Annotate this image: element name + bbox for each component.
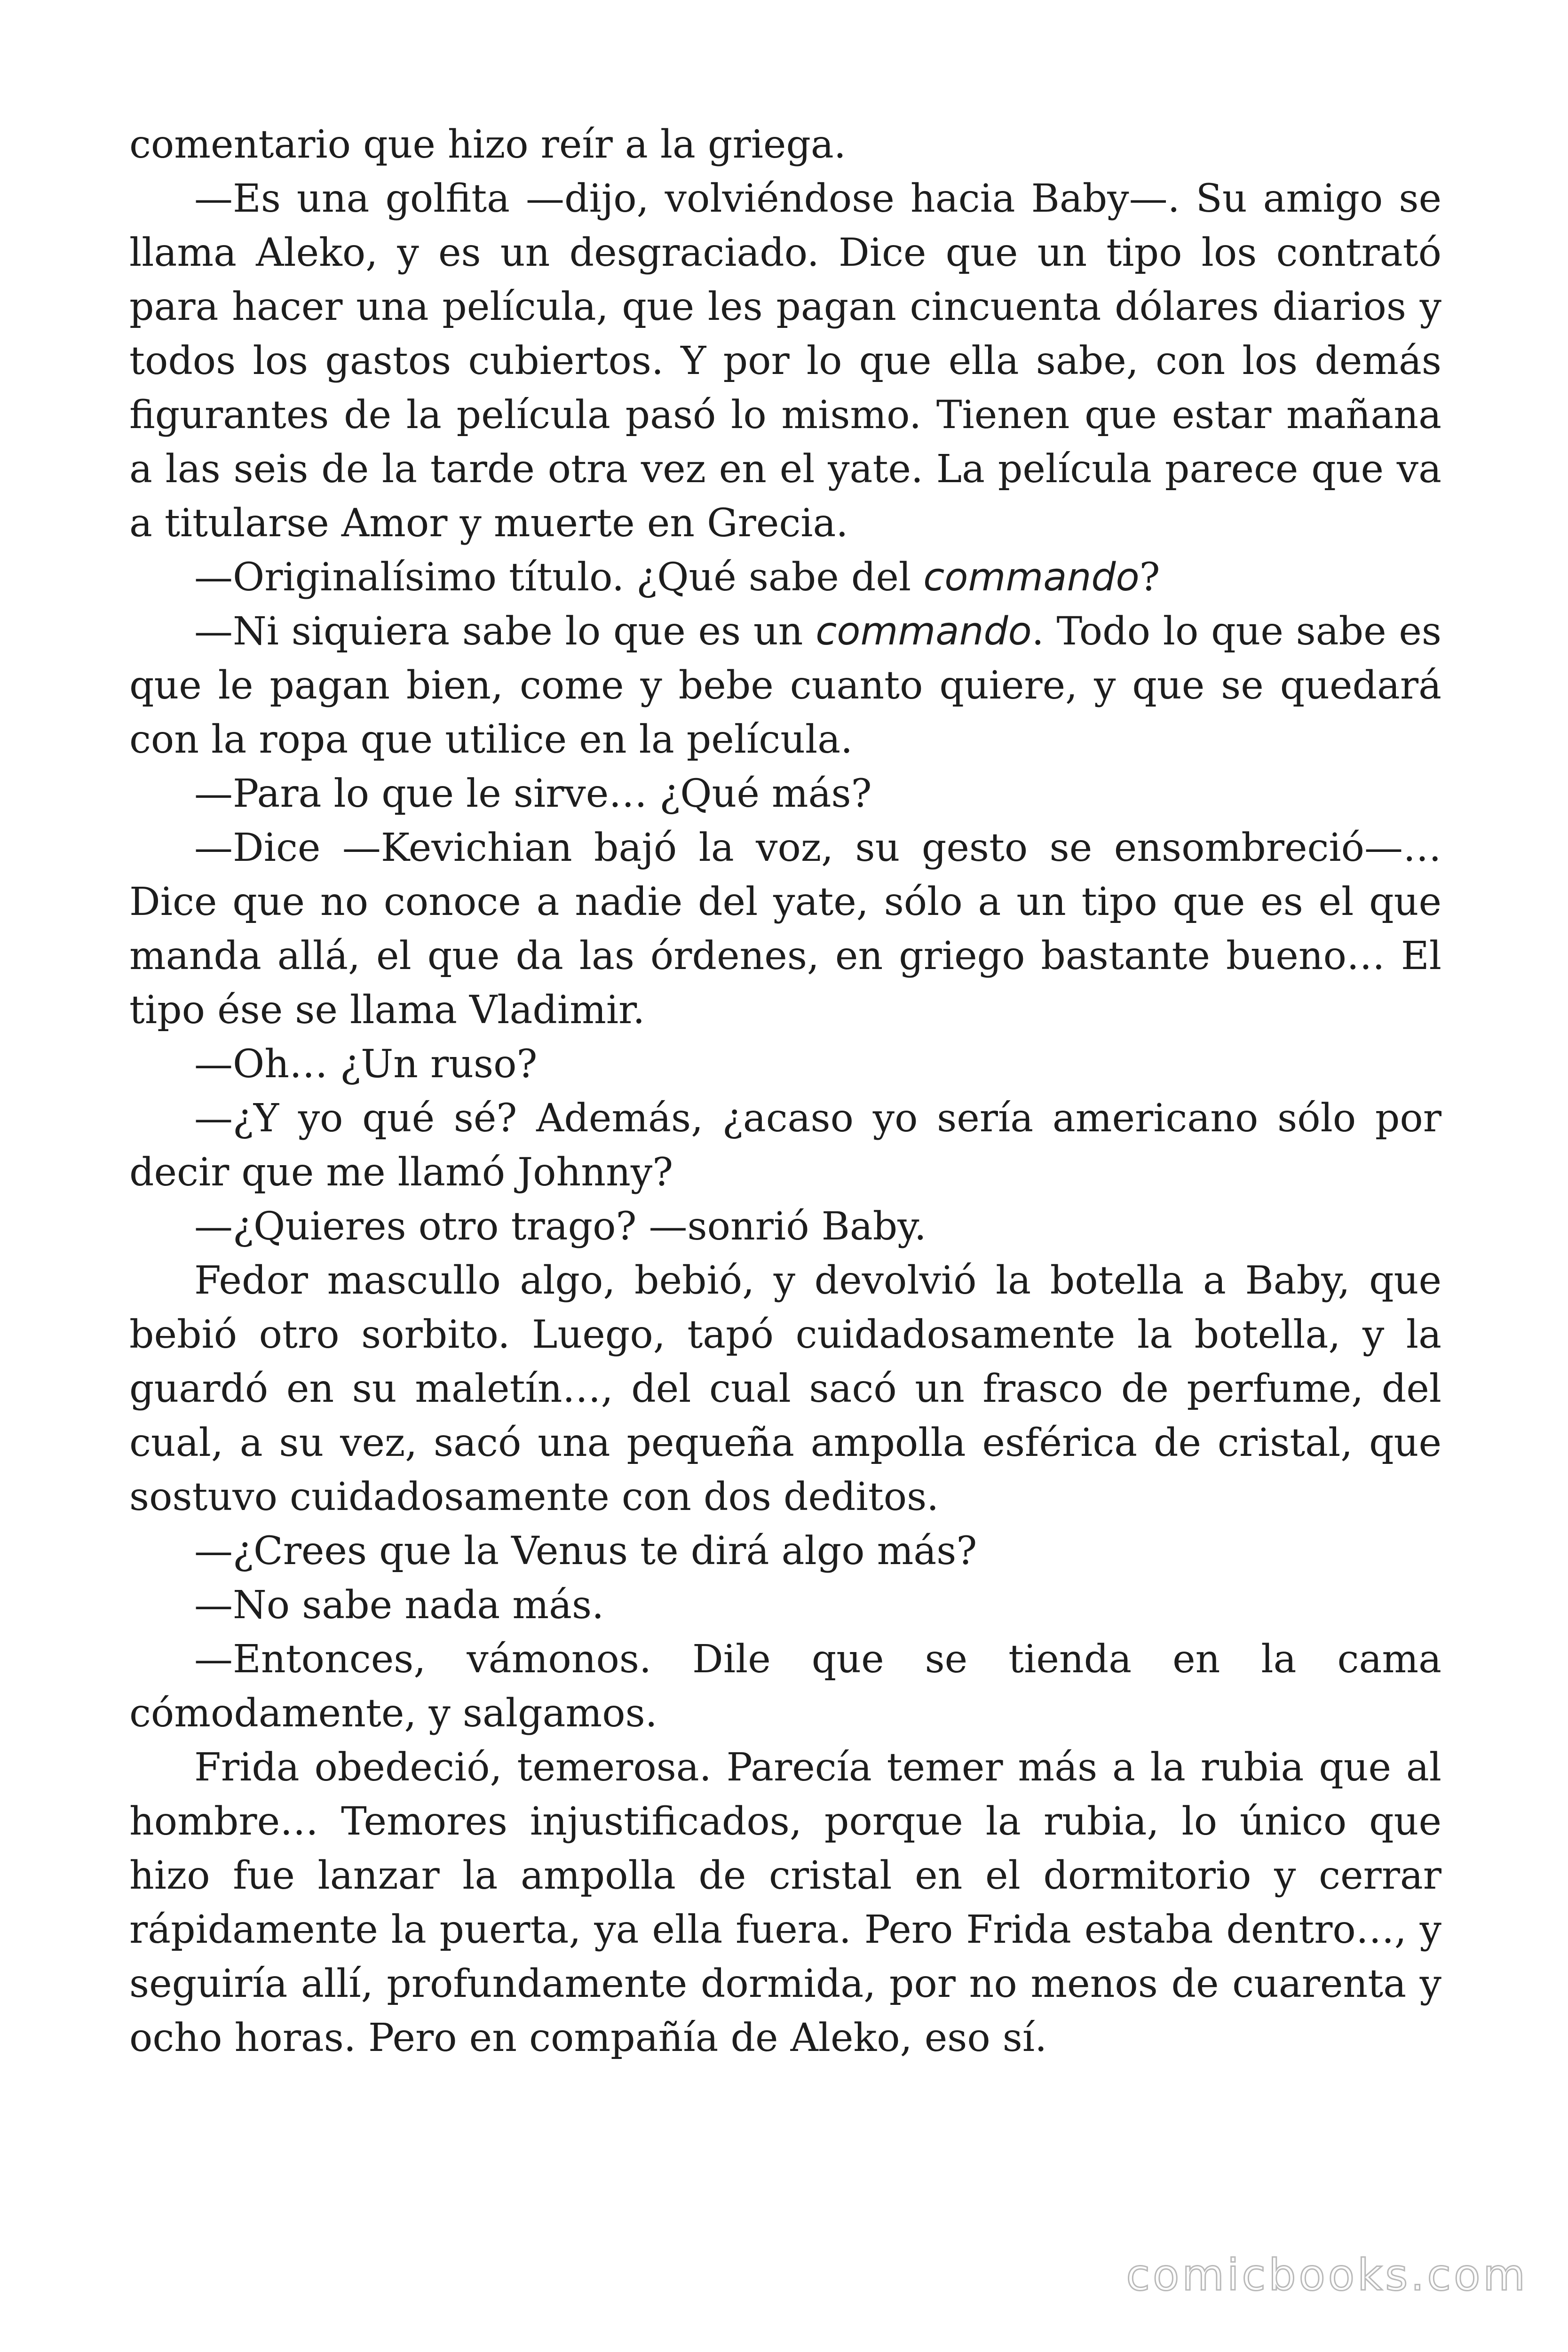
italic-term: commando — [816, 609, 1032, 654]
text-run: —Entonces, vámonos. Dile que se tienda en la cama cómodamente, y salgamos. — [129, 1637, 1441, 1736]
text-run: —Originalísimo título. ¿Qué sabe del — [194, 555, 924, 600]
paragraph — [129, 1740, 1441, 2065]
paragraph — [129, 172, 1441, 550]
text-run: —Oh… ¿Un ruso? — [194, 1042, 538, 1087]
body-text — [129, 118, 1441, 2065]
text-run: —No sabe nada más. — [194, 1583, 604, 1628]
text-run: —Para lo que le sirve… ¿Qué más? — [194, 771, 872, 816]
paragraph — [129, 1254, 1441, 1524]
book-page — [129, 118, 1441, 2140]
text-run: . Todo lo que sabe es que le pagan bien, come y bebe cuanto quiere, y que se quedará con la ropa que utilice en la película. — [129, 609, 1441, 762]
paragraph — [129, 550, 1441, 604]
text-run: —Es una golfita —dijo, volviéndose hacia Baby—. Su amigo se llama Aleko, y es un desgraciado. Dice que un tipo los contrató para hacer una película, que les pagan cincuenta dólares diarios y todos los gastos cubiertos. Y por lo que ella sabe, con los demás figurantes de la película pasó lo mismo. Tienen que estar mañana a las seis de la tarde otra vez en el yate. La película parece que va a titularse Amor y muerte en Grecia. — [129, 176, 1441, 546]
paragraph — [129, 1578, 1441, 1632]
text-run: comentario que hizo reír a la griega. — [129, 122, 846, 167]
paragraph — [129, 604, 1441, 767]
text-run: Fedor mascullo algo, bebió, y devolvió la botella a Baby, que bebió otro sorbito. Luego, tapó cuidadosamente la botella, y la guardó en su maletín…, del cual sacó un frasco de perfume, del cual, a su vez, sacó una pequeña ampolla esférica de cristal, que sostuvo cuidadosamente con dos deditos. — [129, 1258, 1441, 1519]
text-run: Frida obedeció, temerosa. Parecía temer más a la rubia que al hombre… Temores injustificados, porque la rubia, lo único que hizo fue lanzar la ampolla de cristal en el dormitorio y cerrar rápidamente la puerta, ya ella fuera. Pero Frida estaba dentro…, y seguiría allí, profundamente dormida, por no menos de cuarenta y ocho horas. Pero en compañía de Aleko, eso sí. — [129, 1745, 1441, 2060]
paragraph — [129, 821, 1441, 1037]
watermark: comicbooks.com — [1126, 2250, 1528, 2300]
text-run: —¿Quieres otro trago? —sonrió Baby. — [194, 1204, 927, 1249]
paragraph — [129, 1091, 1441, 1200]
text-run: —Dice —Kevichian bajó la voz, su gesto se ensombreció—… Dice que no conoce a nadie del yate, sólo a un tipo que es el que manda allá, el que da las órdenes, en griego bastante bueno… El tipo ése se llama Vladimir. — [129, 826, 1441, 1033]
text-run: ? — [1139, 555, 1160, 600]
paragraph — [129, 1037, 1441, 1091]
paragraph — [129, 118, 1441, 172]
paragraph — [129, 1632, 1441, 1740]
paragraph — [129, 767, 1441, 821]
italic-term: commando — [923, 555, 1140, 600]
paragraph — [129, 1524, 1441, 1578]
text-run: —Ni siquiera sabe lo que es un — [194, 609, 816, 654]
paragraph — [129, 1200, 1441, 1254]
text-run: —¿Y yo qué sé? Además, ¿acaso yo sería americano sólo por decir que me llamó Johnny? — [129, 1096, 1441, 1195]
text-run: —¿Crees que la Venus te dirá algo más? — [194, 1529, 977, 1573]
